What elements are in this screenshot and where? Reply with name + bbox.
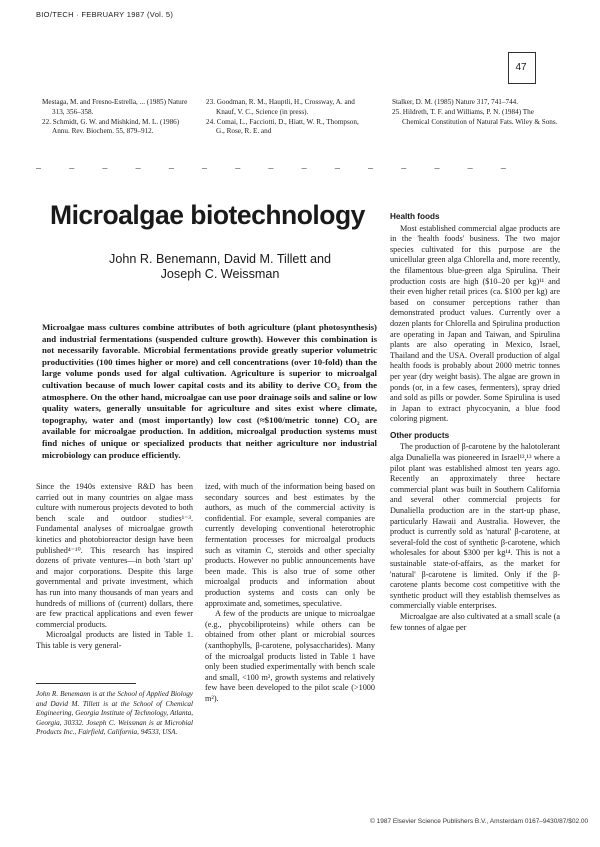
authors-line: John R. Benemann, David M. Tillett and (109, 252, 331, 266)
divider-dash: – (235, 163, 241, 174)
references-col3 (392, 98, 562, 127)
body-column-left (36, 482, 193, 652)
references-col1 (42, 98, 192, 137)
divider-dash: – (368, 163, 374, 174)
body-paragraph: ized, with much of the information being based on secondary sources and best estimates by the authors, as much of the commercial activity is confidential. For example, several companies are currently developing conventional heterotrophic fermentation processes for microalgal products such as vitamin C, steroids and other specialty products. However no public announcements have been made. This is also true of some other microalgal products and information about production systems and costs can only be approximate and, sometimes, speculative. (205, 482, 375, 608)
abstract: Microalgae mass cultures combine attributes of both agriculture (plant photosynthesis) and industrial fermentations (suspended culture growth). However this combination is not necessarily favorable. Microbial fermentations provide greatly superior volumetric productivities (100 times higher or more) and cell concentrations (over 10-fold) than the large volume ponds used for algal cultivation. Agriculture is superior to microalgal cultivation because of much lower capital costs and its ability to derive CO₂ from the atmosphere. On the other hand, microalgae can use poor drainage soils and saline or low quality waters, generally unsuitable for agriculture and sites exist where climate, topography, water and (most importantly) low cost (≈$100/metric tonne) CO₂ are available for microalgae production. In addition, microalgal production systems must find niches of unique or specialized products that neither agriculture nor industrial microbiology can produce efficiently. (42, 322, 377, 460)
reference-item: 25. Hildreth, T. F. and Williams, P. N. (1984) The Chemical Constitution of Natural Fats. Wiley & Sons. (392, 107, 558, 126)
body-paragraph: Microalgal products are listed in Table 1. This table is very general- (36, 630, 193, 650)
body-paragraph: The production of β-carotene by the halotolerant alga Dunaliella was pioneered in Israel¹²,¹³ where a pilot plant was established almost ten years ago. Recently an approximately three hectare commercial plant was built in Southern California and several other commercial projects for Dunaliella production are in the start-up phase, particularly Hawaii and Australia. However, the product is currently sold as 'natural' β-carotene, at several-fold the cost of synthetic β-carotene, which wholesales for about $300 per kg¹⁴. This is not a sustainable state-of-affairs, as the market for 'natural' β-carotene is limited. Only if the β-carotene plants become cost competitive with the synthetic product will they establish themselves as commercially viable enterprises. (390, 442, 560, 611)
authors-line: Joseph C. Weissman (160, 267, 280, 281)
divider-dash: – (135, 163, 141, 174)
author-affiliations: John R. Benemann is at the School of Applied Biology and David M. Tillett is at the School of Chemical Engineering, Georgia Institute of Technology, Atlanta, Georgia, 30332. Joseph C. Weissman is at Microbial Products Inc., Fairfield, California, 94533, USA. (36, 690, 193, 737)
reference-item: 22. Schmidt, G. W. and Mishkind, M. L. (1986) Annu. Rev. Biochem. 55, 879–912. (42, 117, 180, 136)
body-column-middle (205, 482, 375, 704)
divider-dash: – (401, 163, 407, 174)
body-paragraph: A few of the products are unique to microalgae (e.g., phycobiliproteins) while others can be obtained from other plant or microbial sources (xanthophylls, β-carotene, polysaccharides). Many of the microalgal products listed in Table 1 have only been studied experimentally with bench scale and small, <100 m², growth systems and relatively few have been developed to the pilot scale (>1000 m²). (205, 609, 375, 703)
body-paragraph: Since the 1940s extensive R&D has been carried out in many countries on algae mass culture with numerous projects devoted to both bench scale and outdoor studies¹⁻³. Fundamental analyses of microalgae growth kinetics and photobioreactor design have been published⁴⁻¹⁰. This research has inspired dozens of private ventures—in both 'start up' and major corporations. Despite this large governmental and private investment, which has run into many thousands of man years and hundreds of millions of (current) dollars, there are few practical applications and even fewer commercial products. (36, 482, 193, 629)
divider-dash: – (268, 163, 274, 174)
reference-item: Mestaga, M. and Fresno-Estrella, ... (1985) Nature 313, 356–358. (42, 98, 188, 116)
divider-dash: – (301, 163, 307, 174)
section-heading-health-foods: Health foods (390, 212, 440, 221)
divider-dash: – (500, 163, 506, 174)
authors (90, 252, 350, 282)
article-title: Microalgae biotechnology (50, 200, 365, 230)
copyright-footer: © 1987 Elsevier Science Publishers B.V., Amsterdam 0167–9430/87/$02.00 (370, 818, 589, 825)
divider-dash: – (434, 163, 440, 174)
page-number: 47 (515, 62, 527, 73)
footnote-rule (36, 683, 136, 684)
reference-item: 23. Goodman, R. M., Hauptli, H., Crossway, A. and Knauf, V. C., Science (in press). (206, 98, 355, 116)
body-column-right (390, 212, 560, 633)
divider-dash: – (168, 163, 174, 174)
divider-dash: – (467, 163, 473, 174)
divider-dash: – (36, 163, 41, 174)
divider-dash: – (102, 163, 108, 174)
divider-dash: – (334, 163, 340, 174)
divider-dash: – (69, 163, 75, 174)
divider-dash: – (202, 163, 208, 174)
body-paragraph: Microalgae are also cultivated at a small scale (a few tonnes of algae per (390, 611, 560, 632)
section-divider (36, 163, 506, 174)
reference-item: 24. Comai, L., Facciotti, D., Hiatt, W. R., Thompson, G., Rose, R. E. and (206, 117, 359, 136)
body-paragraph: Most established commercial algae products are in the 'health foods' business. The two major species cultivated for this purpose are the unicellular green alga Chlorella and, more recently, the filamentous blue-green alga Spirulina. Their production costs are high ($10–20 per kg)¹¹ and their even higher retail prices (ca. $100 per kg) are based on consumer perceptions rather than demonstrated product values. Currently over a dozen plants for Chlorella and Spirulina production are operating in Japan and Taiwan, and Spirulina plants are also operating in Mexico, Israel, Thailand and the USA. Overall production of algal health foods is probably about 2000 metric tonnes per year (dry weight basis). The algae are grown in ponds (or, in a few cases, fermenters), spray dried and sold as pills or powder. Some Spirulina is used in Japan to extract phycocyanin, a blue food coloring pigment. (390, 223, 560, 424)
reference-item: Stalker, D. M. (1985) Nature 317, 741–744. (392, 98, 519, 106)
running-header: BIO/TECH · FEBRUARY 1987 (Vol. 5) (36, 10, 174, 19)
section-heading-other-products: Other products (390, 430, 450, 440)
references-col2 (206, 98, 366, 137)
